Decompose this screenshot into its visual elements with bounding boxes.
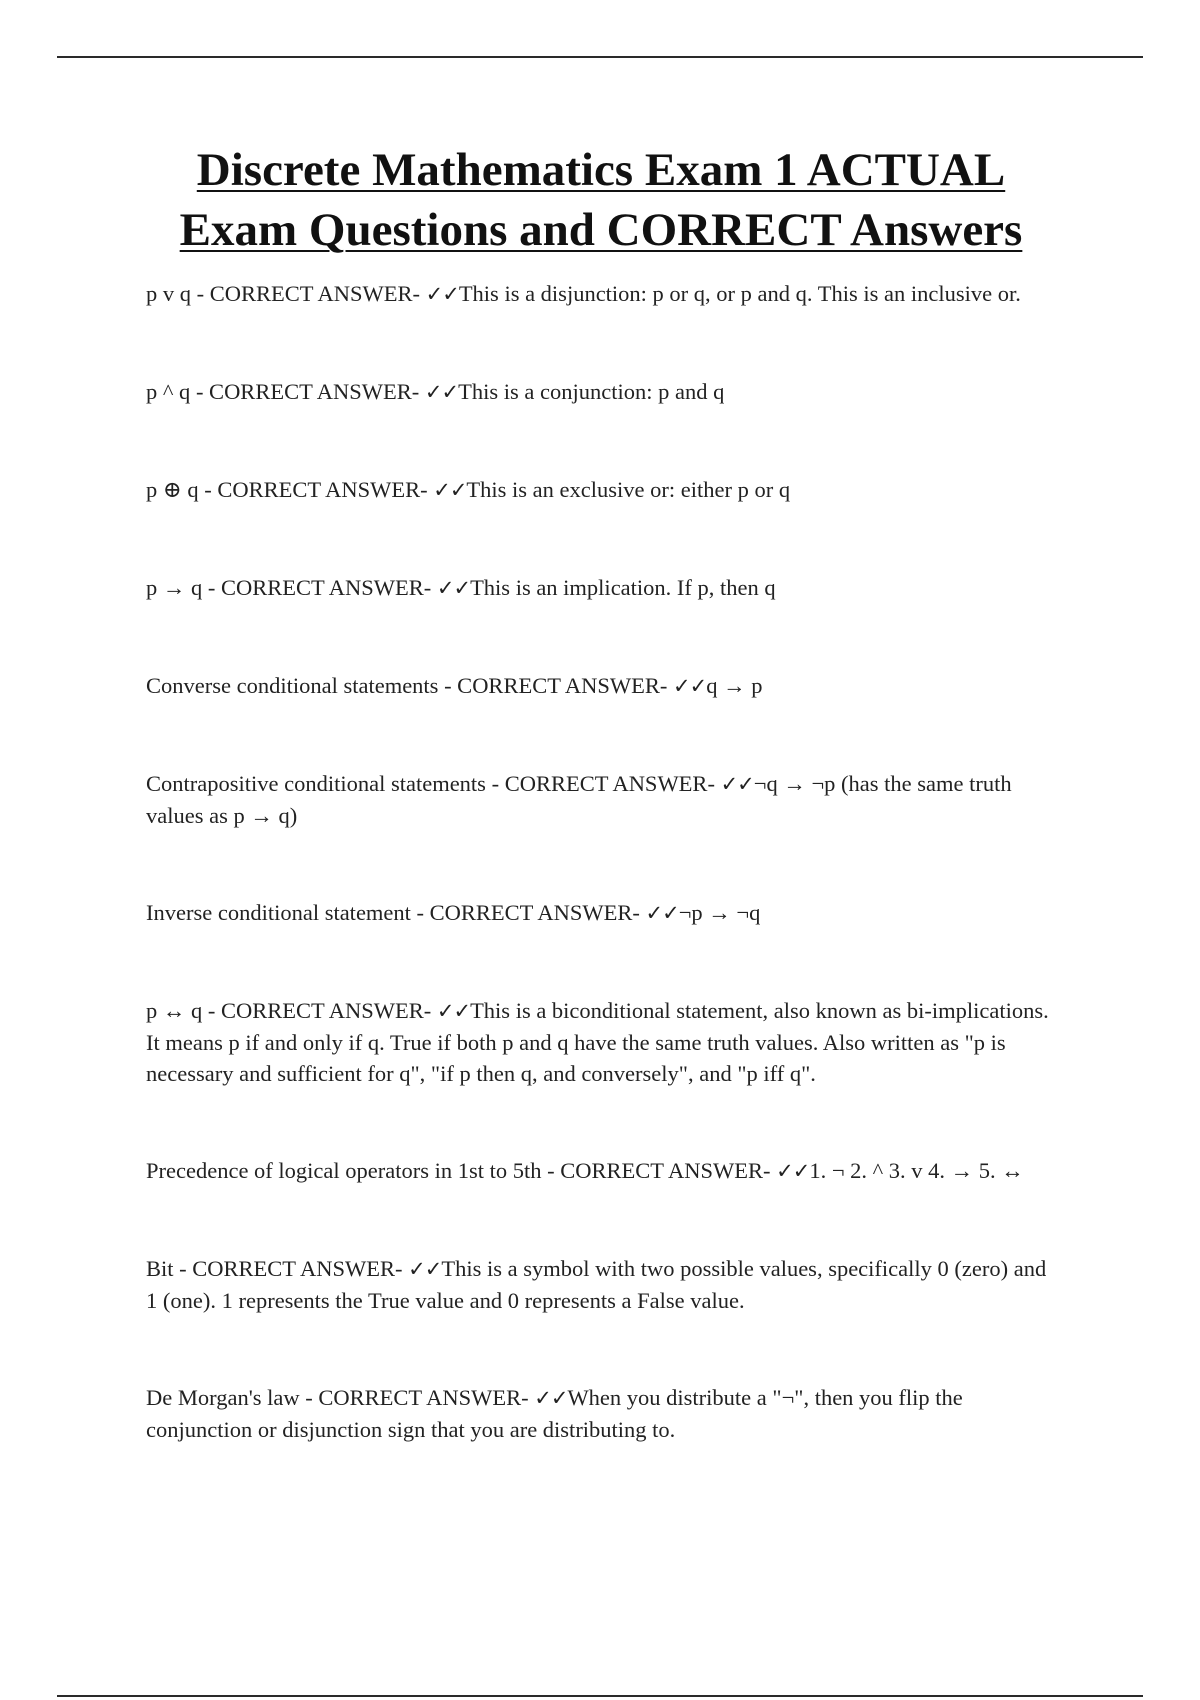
qa-term: Precedence of logical operators in 1st to 5th (146, 1158, 542, 1183)
qa-answer: This is a biconditional statement, also known as bi-implications. It means p if and only if q. True if both p and q have the same truth values. Also written as "p is necessary and sufficient for q", "if p then q, and conversely", and "p iff q". (146, 998, 1049, 1086)
qa-term: p ⊕ q (146, 477, 199, 502)
double-check-icon: ✓✓ (425, 282, 459, 306)
qa-term: p ^ q (146, 379, 191, 404)
double-check-icon: ✓✓ (720, 772, 754, 796)
correct-answer-label: - CORRECT ANSWER- (191, 281, 426, 306)
qa-item (146, 897, 1056, 929)
qa-item (146, 572, 1056, 604)
qa-item (146, 768, 1056, 831)
correct-answer-label: - CORRECT ANSWER- (173, 1256, 409, 1281)
correct-answer-label: - CORRECT ANSWER- (190, 379, 425, 404)
qa-term: p v q (146, 281, 191, 306)
correct-answer-label: - CORRECT ANSWER- (410, 900, 646, 925)
correct-answer-label: - CORRECT ANSWER- (438, 673, 674, 698)
qa-term: De Morgan's law (146, 1385, 300, 1410)
qa-term: Contrapositive conditional statements (146, 771, 486, 796)
qa-item (146, 278, 1056, 310)
correct-answer-label: - CORRECT ANSWER- (202, 998, 437, 1023)
double-check-icon: ✓✓ (436, 999, 471, 1023)
qa-term: Converse conditional statements (146, 673, 439, 698)
qa-answer: ¬q → ¬p (has the same truth values as p → q) (146, 771, 1012, 828)
correct-answer-label: - CORRECT ANSWER- (485, 771, 721, 796)
correct-answer-label: - CORRECT ANSWER- (541, 1158, 777, 1183)
qa-answer: ¬p → ¬q (678, 900, 761, 925)
qa-item (146, 995, 1056, 1089)
qa-list (146, 278, 1056, 1445)
double-check-icon: ✓✓ (645, 901, 679, 925)
title-line-2: Exam Questions and CORRECT Answers (179, 204, 1023, 256)
qa-answer: q → p (706, 673, 763, 698)
footer-rule (57, 1695, 1143, 1697)
qa-answer: This is an exclusive or: either p or q (466, 477, 791, 502)
qa-item (146, 1382, 1056, 1445)
double-check-icon: ✓✓ (408, 1257, 442, 1281)
qa-term: p ↔ q (146, 998, 203, 1023)
qa-item (146, 474, 1056, 506)
correct-answer-label: - CORRECT ANSWER- (202, 575, 437, 600)
double-check-icon: ✓✓ (534, 1386, 568, 1410)
qa-answer: This is a conjunction: p and q (458, 379, 725, 404)
double-check-icon: ✓✓ (424, 380, 459, 404)
qa-answer: This is a symbol with two possible values, specifically 0 (zero) and 1 (one). 1 represents the True value and 0 represents a False value. (146, 1256, 1047, 1313)
correct-answer-label: - CORRECT ANSWER- (299, 1385, 535, 1410)
double-check-icon: ✓✓ (436, 576, 471, 600)
qa-answer: This is an implication. If p, then q (470, 575, 776, 600)
double-check-icon: ✓✓ (433, 478, 467, 502)
header-rule (57, 56, 1143, 58)
title-line-1: Discrete Mathematics Exam 1 ACTUAL (196, 144, 1006, 196)
qa-item (146, 670, 1056, 702)
document-body (146, 140, 1056, 1445)
double-check-icon: ✓✓ (776, 1159, 810, 1183)
qa-answer: When you distribute a "¬", then you flip the conjunction or disjunction sign that you are distributing to. (146, 1385, 963, 1442)
document-title (146, 140, 1056, 260)
qa-term: Bit (146, 1256, 174, 1281)
qa-item (146, 1155, 1056, 1187)
qa-answer: 1. ¬ 2. ^ 3. v 4. → 5. ↔ (809, 1158, 1024, 1183)
qa-item (146, 1253, 1056, 1316)
qa-term: Inverse conditional statement (146, 900, 411, 925)
qa-item (146, 376, 1056, 408)
correct-answer-label: - CORRECT ANSWER- (198, 477, 434, 502)
qa-term: p → q (146, 575, 203, 600)
qa-answer: This is a disjunction: p or q, or p and q. This is an inclusive or. (458, 281, 1021, 306)
double-check-icon: ✓✓ (673, 674, 707, 698)
